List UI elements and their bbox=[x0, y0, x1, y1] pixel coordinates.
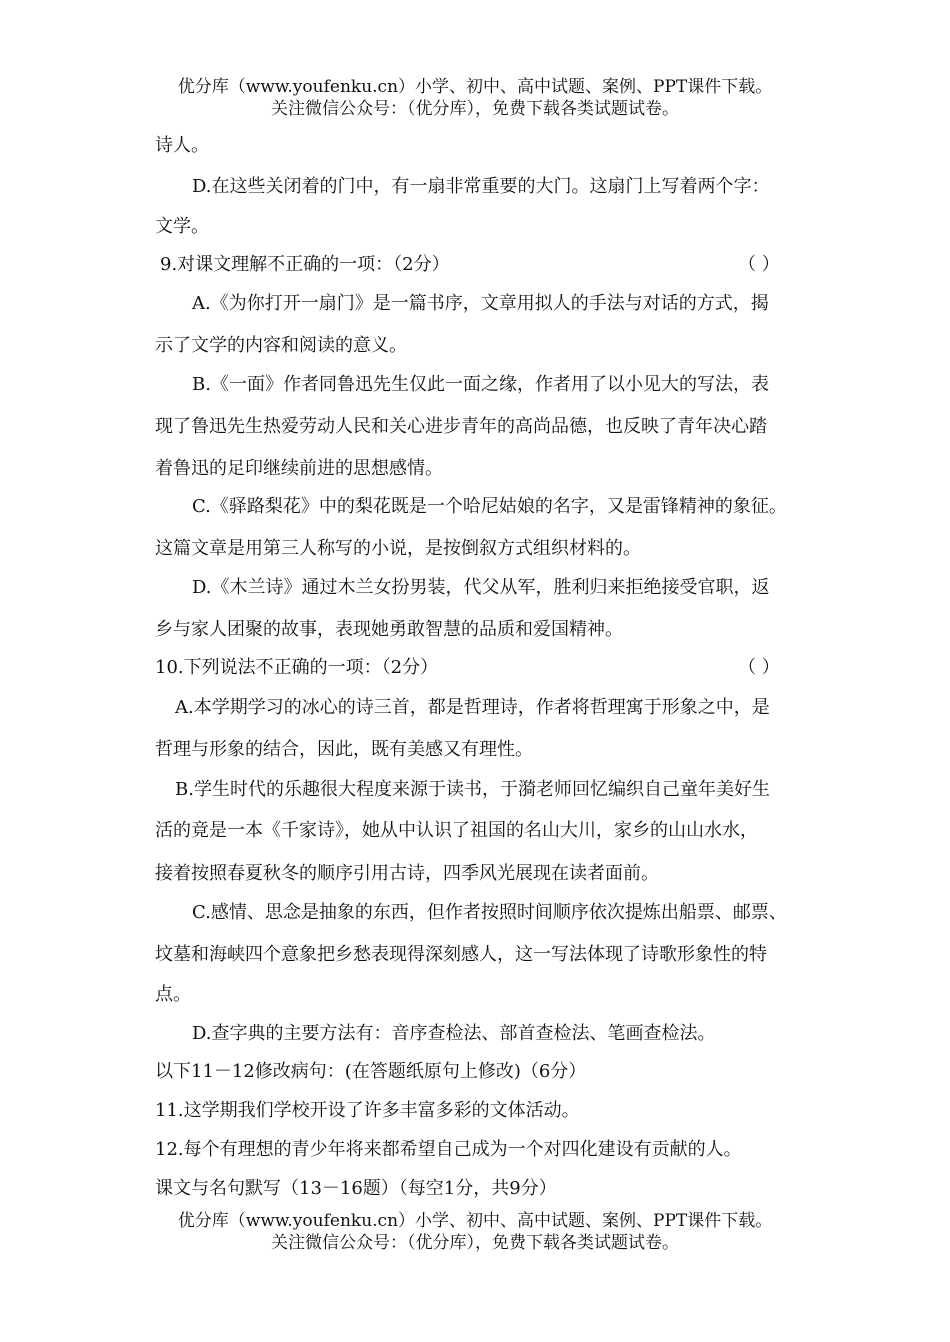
section-11-12-intro: 以下11－12修改病句：(在答题纸原句上修改)（6分） bbox=[155, 1061, 587, 1082]
q10-option-b-line-3: 接着按照春夏秋冬的顺序引用古诗，四季风光展现在读者面前。 bbox=[155, 863, 659, 884]
q10-answer-paren: （ ） bbox=[738, 657, 780, 678]
footer-line-1: 优分库（www.youfenku.cn）小学、初中、高中试题、案例、PPT课件下载。 bbox=[177, 1211, 773, 1231]
q8-option-d-line-2: 文学。 bbox=[155, 216, 209, 237]
q9-option-b-line-3: 着鲁迅的足印继续前进的思想感情。 bbox=[155, 458, 443, 479]
q9-option-d-line-2: 乡与家人团聚的故事，表现她勇敢智慧的品质和爱国精神。 bbox=[155, 619, 623, 640]
q9-stem: 9.对课文理解不正确的一项：（2分） bbox=[160, 254, 450, 275]
q10-option-c-line-1: C.感情、思念是抽象的东西，但作者按照时间顺序依次提炼出船票、邮票、 bbox=[192, 902, 787, 923]
q10-option-b-line-1: B.学生时代的乐趣很大程度来源于读书，于漪老师回忆编织自己童年美好生 bbox=[175, 779, 770, 800]
q9-answer-paren: （ ） bbox=[738, 254, 780, 275]
q10-option-b-line-2: 活的竟是一本《千家诗》，她从中认识了祖国的名山大川，家乡的山山水水， bbox=[155, 820, 758, 841]
q12-sentence: 12.每个有理想的青少年将来都希望自己成为一个对四化建设有贡献的人。 bbox=[155, 1139, 742, 1160]
q8-option-c-tail: 诗人。 bbox=[155, 135, 209, 156]
q10-option-d-line-1: D.查字典的主要方法有：音序查检法、部首查检法、笔画查检法。 bbox=[192, 1023, 716, 1044]
header-line-1: 优分库（www.youfenku.cn）小学、初中、高中试题、案例、PPT课件下载。 bbox=[177, 77, 773, 97]
q10-stem: 10.下列说法不正确的一项：（2分） bbox=[155, 657, 439, 678]
footer-line-2: 关注微信公众号：（优分库），免费下载各类试题试卷。 bbox=[271, 1233, 679, 1253]
q9-option-c-line-1: C.《驿路梨花》中的梨花既是一个哈尼姑娘的名字，又是雷锋精神的象征。 bbox=[192, 496, 787, 517]
section-13-16-intro: 课文与名句默写（13－16题）（每空1分，共9分） bbox=[155, 1178, 557, 1199]
q8-option-d-line-1: D.在这些关闭着的门中，有一扇非常重要的大门。这扇门上写着两个字： bbox=[192, 176, 770, 197]
q10-option-c-line-3: 点。 bbox=[155, 984, 191, 1005]
q11-sentence: 11.这学期我们学校开设了许多丰富多彩的文体活动。 bbox=[155, 1100, 580, 1121]
q9-option-b-line-1: B.《一面》作者同鲁迅先生仅此一面之缘，作者用了以小见大的写法，表 bbox=[192, 374, 769, 395]
q9-option-b-line-2: 现了鲁迅先生热爱劳动人民和关心进步青年的高尚品德，也反映了青年决心踏 bbox=[155, 416, 767, 437]
q10-option-a-line-1: A.本学期学习的冰心的诗三首，都是哲理诗，作者将哲理寓于形象之中，是 bbox=[175, 697, 770, 718]
header-line-2: 关注微信公众号：（优分库），免费下载各类试题试卷。 bbox=[271, 99, 679, 119]
q9-option-a-line-1: A.《为你打开一扇门》是一篇书序，文章用拟人的手法与对话的方式，揭 bbox=[192, 293, 769, 314]
q9-option-c-line-2: 这篇文章是用第三人称写的小说，是按倒叙方式组织材料的。 bbox=[155, 538, 641, 559]
q9-option-d-line-1: D.《木兰诗》通过木兰女扮男装，代父从军，胜利归来拒绝接受官职，返 bbox=[192, 577, 770, 598]
q9-option-a-line-2: 示了文学的内容和阅读的意义。 bbox=[155, 335, 407, 356]
q10-option-a-line-2: 哲理与形象的结合，因此，既有美感又有理性。 bbox=[155, 739, 533, 760]
q10-option-c-line-2: 坟墓和海峡四个意象把乡愁表现得深刻感人，这一写法体现了诗歌形象性的特 bbox=[155, 944, 767, 965]
